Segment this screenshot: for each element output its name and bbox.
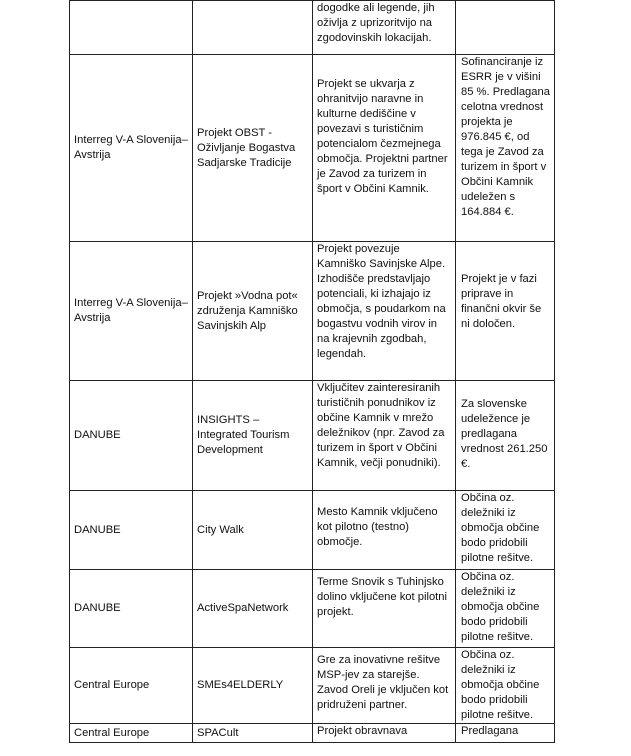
funding-cell: Predlagana [456, 724, 555, 743]
table-row [70, 381, 555, 491]
funding-cell: Za slovenske udeležence je predlagana vrednost 261.250 €. [456, 381, 555, 491]
description-cell: Gre za inovativne rešitve MSP-jev za starejše. Zavod Oreli je vključen kot pridruženi partner. [313, 648, 456, 724]
description-cell: Projekt povezuje Kamniško Savinjske Alpe. Izhodišče predstavljajo potenciali, ki izhajajo iz območja, s poudarkom na bogastvu vodnih virov in na krajevnih zgodbah, legendah. [313, 242, 456, 381]
project-cell: ActiveSpaNetwork [193, 570, 313, 648]
project-cell: SPACult [193, 724, 313, 743]
funding-cell: Občina oz. deležniki iz območja občine bodo pridobili pilotne rešitve. [456, 491, 555, 570]
table-row [70, 570, 555, 648]
program-cell: DANUBE [70, 491, 193, 570]
project-cell: Projekt »Vodna pot« združenja Kamniško Savinjskih Alp [193, 242, 313, 381]
project-cell: INSIGHTS – Integrated Tourism Development [193, 381, 313, 491]
table-row [70, 724, 555, 743]
program-cell: DANUBE [70, 381, 193, 491]
program-cell: Interreg V-A Slovenija–Avstrija [70, 242, 193, 381]
project-cell: Projekt OBST - Oživljanje Bogastva Sadjarske Tradicije [193, 55, 313, 242]
table-row [70, 491, 555, 570]
description-cell: Terme Snovik s Tuhinjsko dolino vključene kot pilotni projekt. [313, 570, 456, 648]
funding-cell: Projekt je v fazi priprave in finančni okvir še ni določen. [456, 242, 555, 381]
project-cell: City Walk [193, 491, 313, 570]
table-row [70, 242, 555, 381]
table-row [70, 648, 555, 724]
projects-table [69, 0, 555, 743]
table-row [70, 55, 555, 242]
funding-cell [456, 1, 555, 55]
project-cell: SMEs4ELDERLY [193, 648, 313, 724]
program-cell [70, 1, 193, 55]
funding-cell: Občina oz. deležniki iz območja občine bodo pridobili pilotne rešitve. [456, 648, 555, 724]
program-cell: Central Europe [70, 648, 193, 724]
description-cell: Mesto Kamnik vključeno kot pilotno (testno) območje. [313, 491, 456, 570]
funding-cell: Sofinanciranje iz ESRR je v višini 85 %. Predlagana celotna vrednost projekta je 976.845 €, od tega je Zavod za turizem in šport v Občini Kamnik udeležen s 164.884 €. [456, 55, 555, 242]
description-cell: Projekt se ukvarja z ohranitvijo naravne in kulturne dediščine v povezavi s turističnim potencialom čezmejnega območja. Projektni partner je Zavod za turizem in šport v Občini Kamnik. [313, 55, 456, 242]
program-cell: DANUBE [70, 570, 193, 648]
funding-cell: Občina oz. deležniki iz območja občine bodo pridobili pilotne rešitve. [456, 570, 555, 648]
program-cell: Interreg V-A Slovenija–Avstrija [70, 55, 193, 242]
description-cell: Vključitev zainteresiranih turističnih ponudnikov iz občine Kamnik v mrežo deležnikov (npr. Zavod za turizem in šport v Občini Kamnik, večji ponudniki). [313, 381, 456, 491]
table-row [70, 1, 555, 55]
description-cell: Projekt obravnava [313, 724, 456, 743]
program-cell: Central Europe [70, 724, 193, 743]
description-cell: dogodke ali legende, jih oživlja z uprizoritvijo na zgodovinskih lokacijah. [313, 1, 456, 55]
project-cell [193, 1, 313, 55]
